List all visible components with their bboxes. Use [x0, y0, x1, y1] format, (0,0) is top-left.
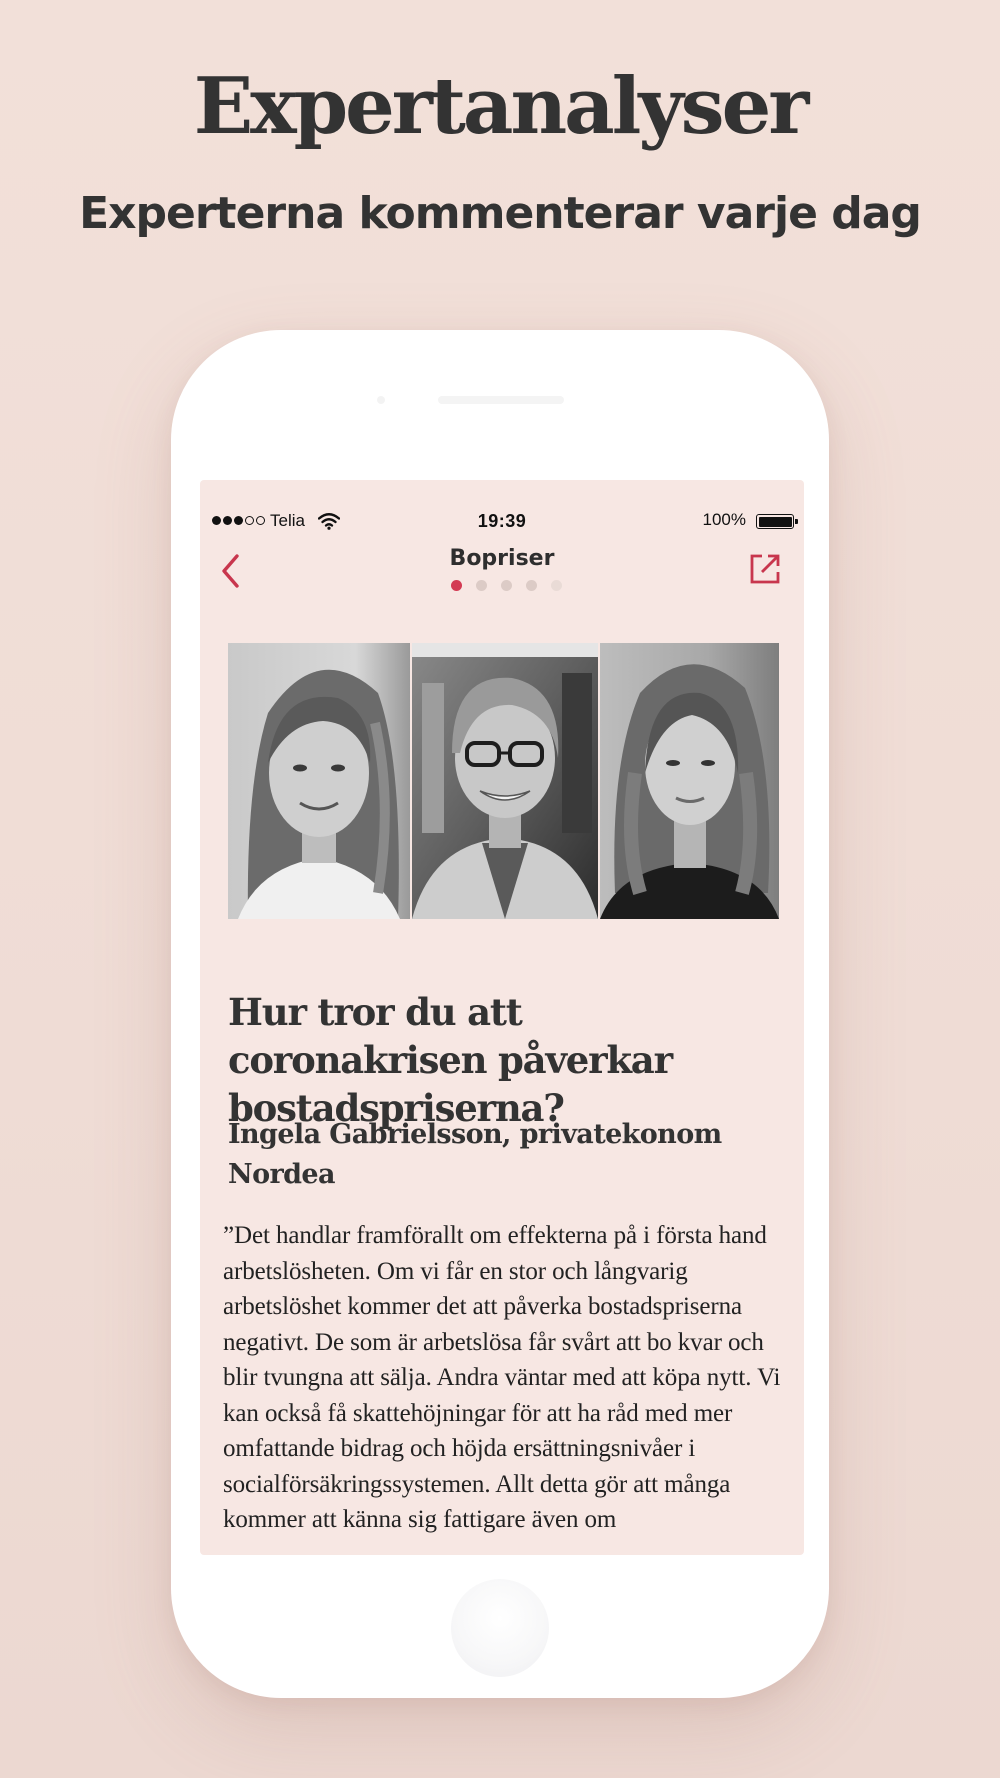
page-dot-4[interactable]: [526, 580, 537, 591]
status-bar: [200, 510, 804, 536]
expert-photo-2: [412, 643, 598, 919]
phone-camera: [377, 396, 385, 404]
app-screen: [200, 480, 804, 1555]
article-byline: Ingela Gabrielsson, privatekonom Nordea: [228, 1119, 722, 1190]
article-body: ”Det handlar framförallt om effekterna på i första hand arbetslösheten. Om vi får en stor och långvarig arbetslöshet kommer det att påverka bostadspriserna negativt. De som är arbetslösa får svårt att bo kvar och blir tvungna att sälja. Andra väntar med att köpa nytt. Vi kan också få skattehöjningar för att ha råd med mer omfattande bidrag och höjda ersättningsnivåer i socialförsäkringssystemen. Allt detta gör att många kommer att känna sig fattigare även om: [223, 1222, 781, 1533]
expert-photos: [228, 643, 779, 919]
promo-subtitle: Experterna kommenterar varje dag: [79, 188, 921, 239]
expert-photo-1: [228, 643, 410, 919]
article-headline: Hur tror du att coronakrisen påverkar bostadspriserna?: [228, 990, 672, 1130]
nav-title: Bopriser: [449, 546, 555, 571]
battery-icon: [756, 514, 794, 529]
page-dot-3[interactable]: [501, 580, 512, 591]
battery-percentage: 100%: [702, 510, 746, 529]
promo-title: Expertanalyser: [193, 61, 807, 152]
share-button[interactable]: [748, 552, 782, 586]
phone-speaker: [438, 396, 564, 404]
carrier-name: Telia: [270, 511, 305, 530]
page-dot-2[interactable]: [476, 580, 487, 591]
phone-frame: [171, 330, 829, 1698]
page-dot-1[interactable]: [451, 580, 462, 591]
home-button[interactable]: [451, 1579, 549, 1677]
page-dot-5[interactable]: [551, 580, 562, 591]
expert-photo-3: [600, 643, 779, 919]
share-external-icon: [748, 552, 782, 586]
page-indicator: [200, 580, 804, 591]
status-time: 19:39: [477, 511, 527, 531]
